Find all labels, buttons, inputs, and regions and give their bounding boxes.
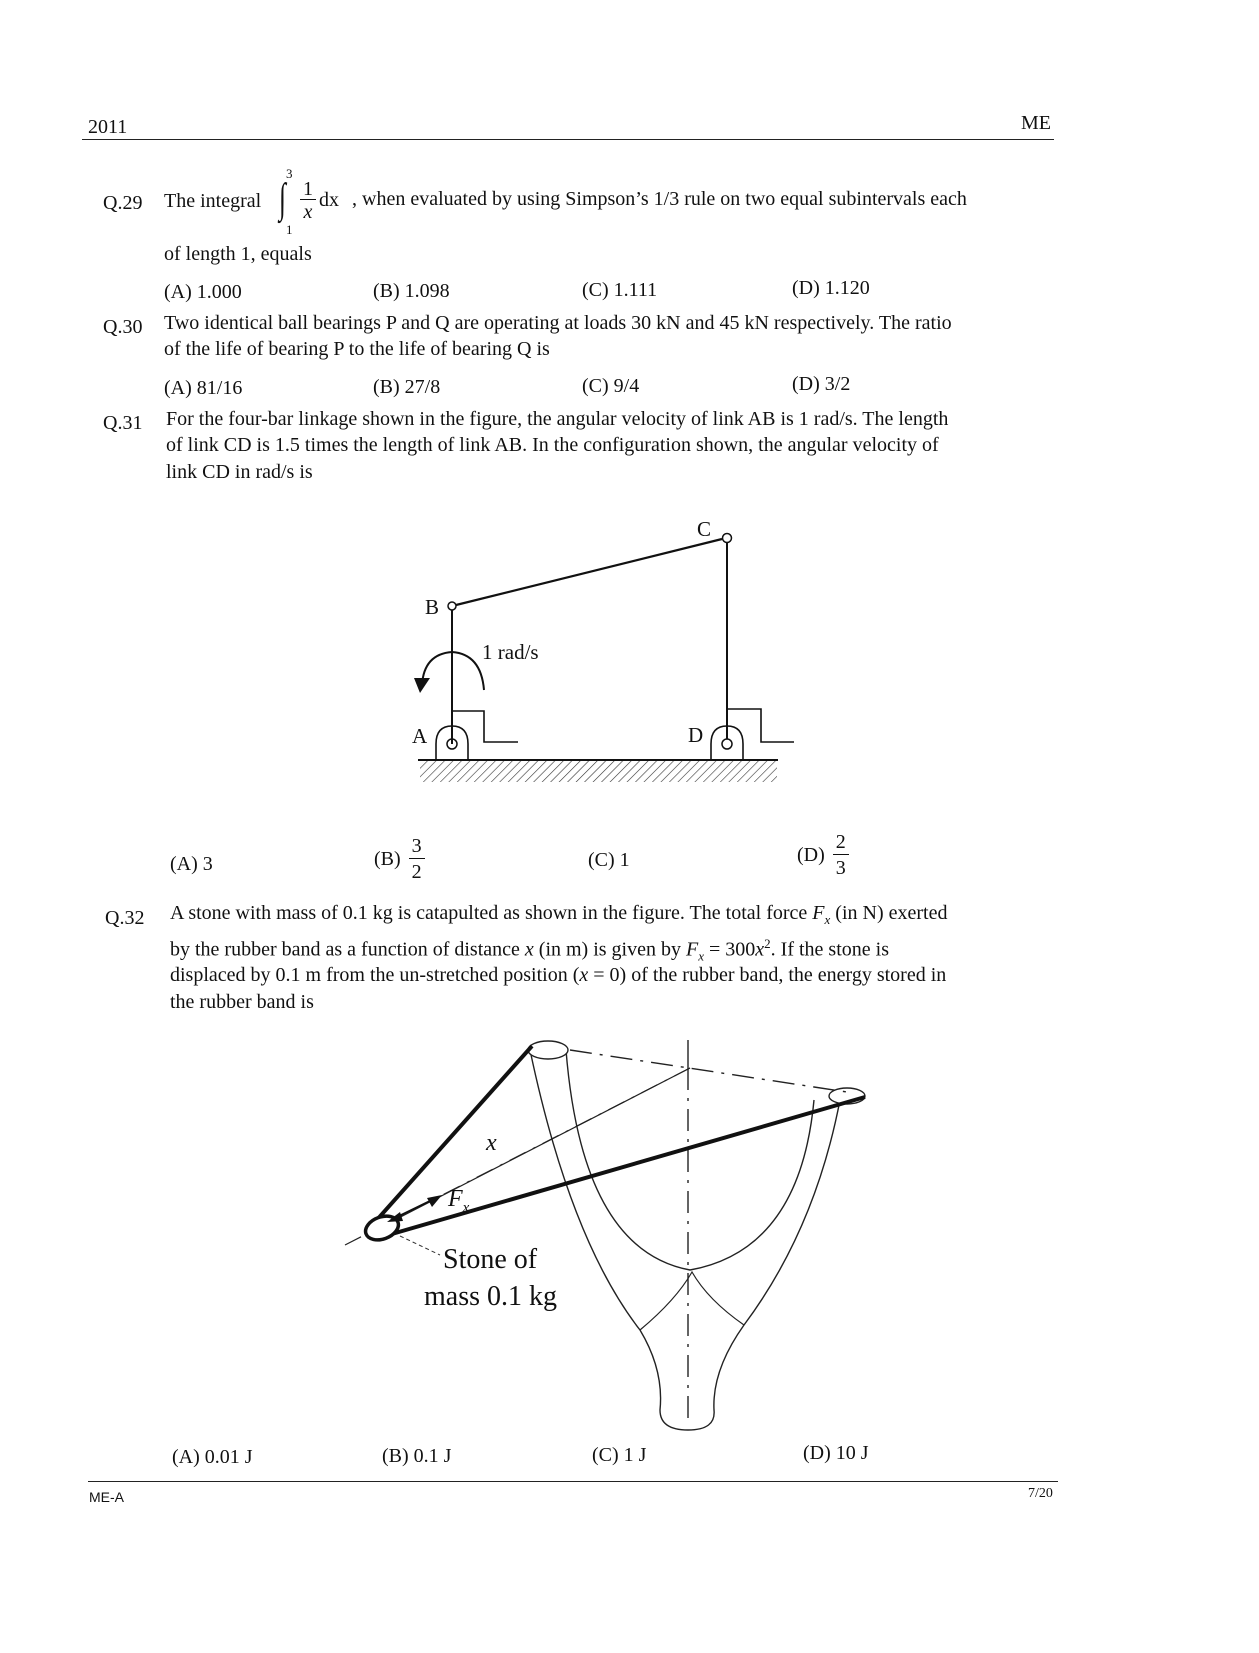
q32-number: Q.32 [105,907,145,929]
q31-option-b-num: 3 [409,836,425,859]
integral-numerator: 1 [300,179,316,200]
q31-option-b-prefix: (B) [374,847,401,870]
integral-sign: ∫ [279,176,286,222]
integral-denominator: x [303,201,313,223]
q32-line2-c: . If the stone is [770,938,889,961]
q32-eq-f: F [686,938,699,961]
q32-eq-sub: x [698,948,704,964]
q32-eq-x: x [755,938,765,961]
q29-option-d: (D) 1.120 [792,277,870,299]
integral-upper: 3 [286,166,293,181]
q32-option-a: (A) 0.01 J [172,1446,253,1468]
label-d: D [688,723,704,747]
centerline-top [570,1050,847,1092]
q32-eq-rhs: = 300 [704,938,756,961]
q32-eq-pow: 2 [764,936,771,951]
label-stone-1: Stone of [443,1244,538,1275]
q32-line3-x: x [579,964,589,986]
q30-line2: of the life of bearing P to the life of bearing Q is [164,338,550,360]
q30-line1: Two identical ball bearings P and Q are operating at loads 30 kN and 45 kN respectively. The ratio [164,312,952,334]
catapult-handle [640,1272,744,1330]
q29-option-b: (B) 1.098 [373,280,450,302]
q29-option-c: (C) 1.111 [582,279,658,301]
label-c: C [697,517,712,541]
q32-line1-a: A stone with mass of 0.1 kg is catapulted as shown in the figure. The total force [170,902,813,924]
q31-number: Q.31 [103,412,143,434]
integral-lower: 1 [286,222,293,237]
label-x: x [486,1130,497,1156]
label-f-sub: x [462,1200,470,1216]
footer-code: ME-A [89,1489,124,1505]
q31-line3: link CD in rad/s is [166,461,313,483]
q31-option-d-den: 3 [835,857,846,879]
q29-line2: of length 1, equals [164,243,312,265]
q32-line1-var: F [812,902,825,924]
q29-number: Q.29 [103,192,143,214]
q30-option-a: (A) 81/16 [164,377,243,399]
q31-line1: For the four-bar linkage shown in the figure, the angular velocity of link AB is 1 rad/s. The length [166,408,949,430]
label-omega: 1 rad/s [482,640,539,664]
header-year: 2011 [88,116,128,138]
q31-option-d-num: 2 [833,832,849,855]
q31-option-d-prefix: (D) [797,843,825,866]
label-fx [447,1186,470,1216]
stone-leader [400,1236,440,1255]
q30-option-c: (C) 9/4 [582,375,640,397]
label-f: F [448,1186,463,1212]
integral-dx: dx [319,189,339,211]
q30-option-b: (B) 27/8 [373,376,441,398]
label-a: A [412,724,428,748]
q29-option-a: (A) 1.000 [164,281,242,303]
label-stone-2: mass 0.1 kg [424,1281,557,1312]
catapult-frame-outer [530,1050,840,1430]
footer-rule [88,1481,1058,1482]
q29-text-before: The integral [164,190,262,212]
q32-line2-a: by the rubber band as a function of distance [170,938,525,961]
q32-line2-x: x [524,938,534,961]
q29-text-after: , when evaluated by using Simpson’s 1/3 rule on two equal subintervals each [352,188,967,210]
footer-page: 7/20 [1028,1486,1053,1501]
q31-option-c: (C) 1 [588,849,630,871]
left-prong-top [528,1041,568,1059]
q32-option-c: (C) 1 J [592,1444,647,1466]
q32-line3-a: displaced by 0.1 m from the un-stretched position ( [170,964,580,986]
rubber-band-right [385,1097,865,1236]
q32-line4: the rubber band is [170,991,314,1013]
q31-option-a: (A) 3 [170,853,213,875]
q32-option-b: (B) 0.1 J [382,1445,452,1467]
label-b: B [425,595,440,619]
q32-line1-sub: x [824,912,831,927]
force-arrowhead-icon [427,1195,442,1207]
q32-option-d: (D) 10 J [803,1442,869,1464]
catapult-frame-inner [566,1050,814,1270]
q31-option-b-den: 2 [411,861,422,883]
q30-option-d: (D) 3/2 [792,373,851,395]
q32-line3-b: = 0) of the rubber band, the energy stored in [588,964,947,986]
q32-line1-b: (in N) exerted [830,902,948,924]
header-subject: ME [1021,112,1051,134]
q30-number: Q.30 [103,316,143,338]
q31-line2: of link CD is 1.5 times the length of link AB. In the configuration shown, the angular velocity of [166,434,939,456]
q32-line2-b: (in m) is given by [533,938,686,961]
